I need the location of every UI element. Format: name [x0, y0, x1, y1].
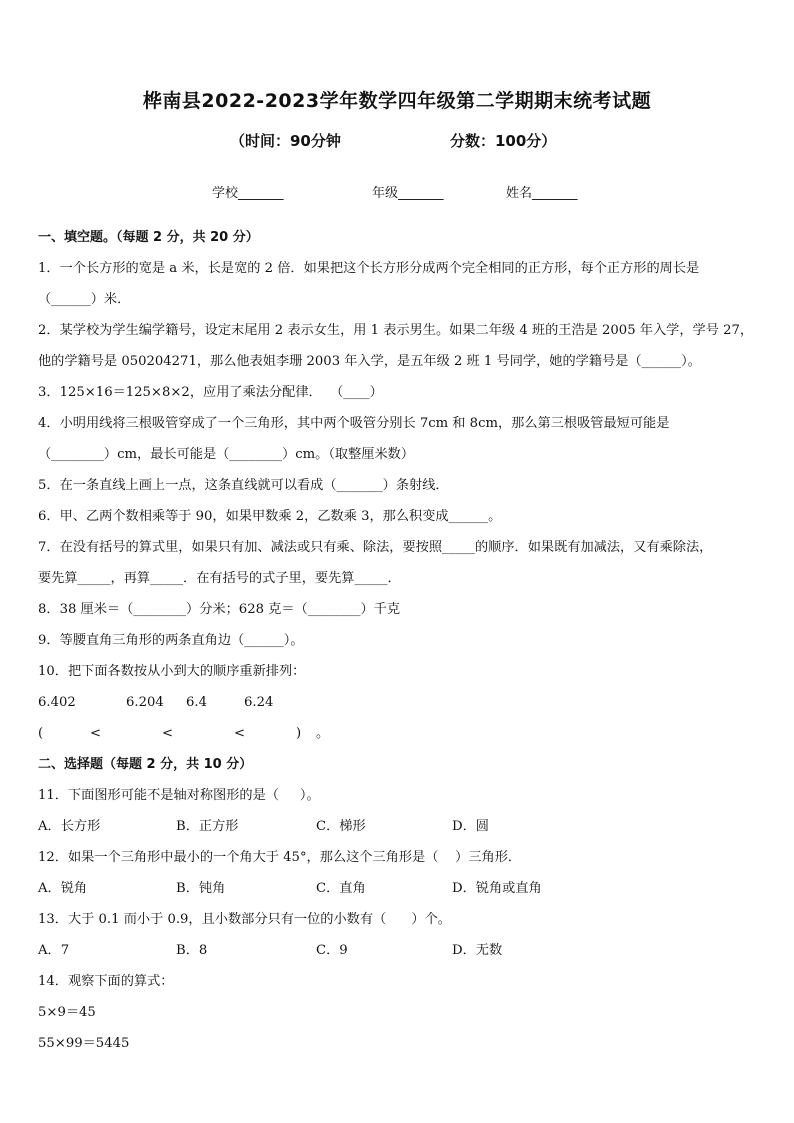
- question-1-line-1: 1．一个长方形的宽是 a 米，长是宽的 2 倍．如果把这个长方形分成两个完全相同的正方形，每个正方形的周长是: [38, 261, 700, 276]
- question-4-line-2: （________）cm，最长可能是（________）cm。（取整厘米数）: [38, 447, 415, 462]
- number-item: 6.402: [38, 695, 76, 710]
- close-paren: ): [296, 726, 302, 741]
- option-a: A．7: [38, 943, 70, 958]
- less-than-sign: <: [234, 726, 246, 741]
- option-a: A．长方形: [38, 819, 101, 834]
- option-d: D．无数: [452, 943, 503, 958]
- question-10: 10．把下面各数按从小到大的顺序重新排列：: [38, 664, 306, 679]
- grade-field: 年级_______: [372, 186, 444, 201]
- score-label: 分数：100分）: [450, 132, 557, 150]
- option-c: C．直角: [316, 881, 366, 896]
- section-heading-fill: 一、填空题。（每题 2 分，共 20 分）: [38, 230, 259, 245]
- option-c: C．梯形: [316, 819, 366, 834]
- exam-content: [38, 222, 760, 1059]
- option-c: C．9: [316, 943, 348, 958]
- question-14-equation-1: 5×9＝45: [38, 1005, 96, 1020]
- open-paren: (: [38, 726, 44, 741]
- school-field: 学校_______: [212, 186, 284, 201]
- less-than-sign: <: [90, 726, 102, 741]
- question-13: 13．大于 0.1 而小于 0.9，且小数部分只有一位的小数有（ ）个。: [38, 912, 451, 927]
- question-2-line-1: 2．某学校为学生编学籍号，设定末尾用 2 表示女生，用 1 表示男生。如果二年级 4 班的王浩是 2005 年入学，学号 27，: [38, 323, 754, 338]
- name-field: 姓名_______: [506, 186, 578, 201]
- section-heading-choice: 二、选择题（每题 2 分，共 10 分）: [38, 757, 253, 772]
- question-13-options: [38, 935, 760, 966]
- time-label: （时间：90分钟: [230, 132, 341, 150]
- question-2-line-2: 他的学籍号是 050204271，那么他表姐李珊 2003 年入学，是五年级 2 班 1 号同学，她的学籍号是（______）。: [38, 354, 701, 369]
- question-12: 12．如果一个三角形中最小的一个角大于 45°，那么这个三角形是（ ）三角形．: [38, 850, 522, 865]
- period-mark: 。: [316, 726, 330, 741]
- option-d: D．圆: [452, 819, 489, 834]
- question-10-order-blank: [38, 718, 760, 749]
- question-11-options: [38, 811, 760, 842]
- question-9: 9．等腰直角三角形的两条直角边（______）。: [38, 633, 304, 648]
- number-item: 6.204: [126, 695, 164, 710]
- option-a: A．锐角: [38, 881, 88, 896]
- option-d: D．锐角或直角: [452, 881, 542, 896]
- question-6: 6．甲、乙两个数相乘等于 90，如果甲数乘 2，乙数乘 3，那么积变成______。: [38, 509, 502, 524]
- number-item: 6.4: [186, 695, 207, 710]
- question-4-line-1: 4．小明用线将三根吸管穿成了一个三角形，其中两个吸管分别长 7cm 和 8cm，那么第三根吸管最短可能是: [38, 416, 670, 431]
- question-14-equation-2: 55×99＝5445: [38, 1036, 130, 1051]
- exam-title: 桦南县2022-2023学年数学四年级第二学期期末统考试题: [142, 90, 652, 112]
- number-item: 6.24: [244, 695, 274, 710]
- question-12-options: [38, 873, 760, 904]
- question-1-line-2: （______）米．: [38, 292, 131, 307]
- question-7-line-2: 要先算_____，再算_____．在有括号的式子里，要先算_____．: [38, 571, 401, 586]
- less-than-sign: <: [162, 726, 174, 741]
- question-10-numbers: [38, 687, 760, 718]
- question-7-line-1: 7．在没有括号的算式里，如果只有加、减法或只有乘、除法，要按照_____的顺序．如果既有加减法，又有乘除法，: [38, 540, 713, 555]
- option-b: B．正方形: [176, 819, 239, 834]
- question-14: 14．观察下面的算式：: [38, 974, 174, 989]
- question-11: 11．下面图形可能不是轴对称图形的是（ ）。: [38, 788, 320, 803]
- question-8: 8．38 厘米＝（________）分米；628 克＝（________）千克: [38, 602, 401, 617]
- option-b: B．钝角: [176, 881, 226, 896]
- question-5: 5．在一条直线上画上一点，这条直线就可以看成（_______）条射线．: [38, 478, 449, 493]
- question-3: 3．125×16＝125×8×2，应用了乘法分配律． （____）: [38, 385, 383, 400]
- option-b: B．8: [176, 943, 208, 958]
